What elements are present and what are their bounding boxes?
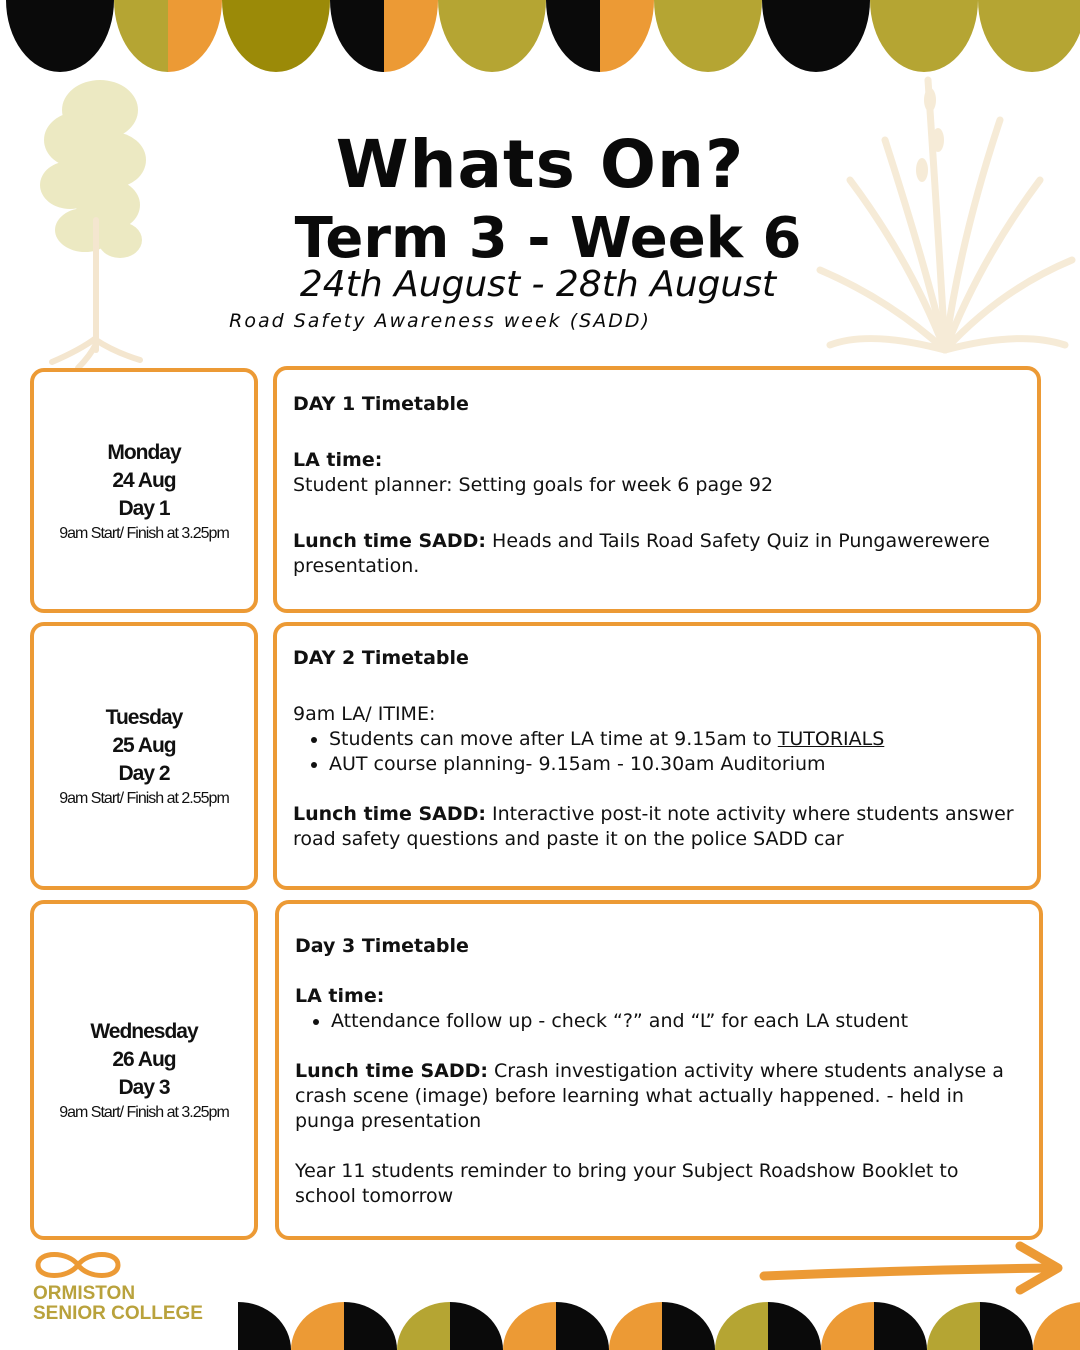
day-number-label: Day 2 xyxy=(118,762,170,785)
date-label: 25 Aug xyxy=(112,734,176,757)
pattern-tile xyxy=(762,0,816,72)
pattern-tile xyxy=(1033,1302,1080,1350)
pattern-tile xyxy=(238,1302,291,1350)
pattern-tile xyxy=(222,0,276,72)
lunch-text: Crash investigation activity where students analyse a crash scene (image) before learning what actually happened. - held in punga presentation xyxy=(295,1060,1004,1132)
timetable-card-day-3 xyxy=(275,900,1043,1240)
weekday-label: Wednesday xyxy=(90,1020,198,1043)
pattern-tile xyxy=(556,1302,609,1350)
lunch-activity xyxy=(293,802,1021,852)
pattern-tile xyxy=(708,0,762,72)
pattern-tile xyxy=(114,0,168,72)
list-item: • Attendance follow up - check “?” and “L” for each LA student xyxy=(331,1009,1023,1034)
la-time-text: Student planner: Setting goals for week 6 page 92 xyxy=(293,474,774,496)
lunch-activity xyxy=(295,1059,1023,1134)
lunch-label: Lunch time SADD: xyxy=(293,530,486,552)
pattern-tile xyxy=(330,0,384,72)
school-hours: 9am Start/ Finish at 2.55pm xyxy=(59,790,229,807)
pattern-tile xyxy=(546,0,600,72)
week-subtitle: Term 3 - Week 6 xyxy=(294,206,802,271)
la-time-list xyxy=(295,1009,1023,1034)
timetable-card-day-1 xyxy=(273,366,1041,613)
pattern-tile xyxy=(662,1302,715,1350)
timetable-heading: Day 3 Timetable xyxy=(295,935,469,957)
pattern-tile xyxy=(492,0,546,72)
pattern-tile xyxy=(6,0,60,72)
pattern-tile xyxy=(276,0,330,72)
pattern-tile xyxy=(609,1302,662,1350)
pattern-tile xyxy=(168,0,222,72)
day-card-monday xyxy=(30,368,258,613)
pattern-tile xyxy=(768,1302,821,1350)
timetable-card-day-2 xyxy=(273,622,1041,890)
day-card-wednesday xyxy=(30,900,258,1240)
pattern-tile xyxy=(503,1302,556,1350)
day-number-label: Day 3 xyxy=(118,1076,170,1099)
pattern-tile xyxy=(397,1302,450,1350)
date-label: 24 Aug xyxy=(112,468,176,492)
list-item-text: Students can move after LA time at 9.15am to xyxy=(329,728,778,750)
pattern-tile xyxy=(874,1302,927,1350)
date-range: 24th August - 28th August xyxy=(299,264,777,305)
la-time-label: 9am LA/ ITIME: xyxy=(293,703,436,725)
timetable-heading: DAY 1 Timetable xyxy=(293,393,469,415)
year-11-reminder: Year 11 students reminder to bring your Subject Roadshow Booklet to school tomorrow xyxy=(295,1160,959,1207)
la-time-label: LA time: xyxy=(293,449,383,471)
day-number-label: Day 1 xyxy=(118,496,170,520)
logo-line-2: SENIOR COLLEGE xyxy=(33,1303,203,1324)
day-card-tuesday xyxy=(30,622,258,890)
infinity-logo-icon xyxy=(32,1248,124,1282)
lunch-text: Heads and Tails Road Safety Quiz in Pungawerewere presentation. xyxy=(293,530,990,577)
page-title: Whats On? xyxy=(335,126,745,203)
pattern-tile xyxy=(384,0,438,72)
list-item: • AUT course planning- 9.15am - 10.30am Auditorium xyxy=(329,752,1021,777)
pattern-tile xyxy=(60,0,114,72)
pattern-tile xyxy=(344,1302,397,1350)
lunch-label: Lunch time SADD: xyxy=(295,1060,488,1082)
lunch-text: Interactive post-it note activity where students answer road safety questions and paste it on the police SADD car xyxy=(293,803,1014,850)
pattern-tile xyxy=(715,1302,768,1350)
list-item xyxy=(329,727,1021,752)
pattern-tile xyxy=(438,0,492,72)
pattern-tile xyxy=(821,1302,874,1350)
college-logo-text xyxy=(33,1284,203,1324)
date-label: 26 Aug xyxy=(112,1048,176,1071)
pattern-tile xyxy=(980,1302,1033,1350)
weekday-label: Monday xyxy=(107,440,181,464)
timetable-heading: DAY 2 Timetable xyxy=(293,647,469,669)
arrow-right-icon xyxy=(758,1240,1066,1300)
pattern-tile xyxy=(927,1302,980,1350)
pattern-tile xyxy=(450,1302,503,1350)
la-time-list xyxy=(293,727,1021,777)
school-hours: 9am Start/ Finish at 3.25pm xyxy=(59,524,229,542)
awareness-week-note: Road Safety Awareness week (SADD) xyxy=(229,310,651,332)
logo-line-1: ORMISTON xyxy=(33,1283,136,1304)
tutorials-link[interactable]: TUTORIALS xyxy=(777,728,885,750)
pattern-tile xyxy=(291,1302,344,1350)
lunch-label: Lunch time SADD: xyxy=(293,803,486,825)
weekday-label: Tuesday xyxy=(105,706,183,729)
school-hours: 9am Start/ Finish at 3.25pm xyxy=(59,1104,229,1121)
lunch-activity xyxy=(293,529,1021,579)
pattern-tile xyxy=(654,0,708,72)
la-time-label: LA time: xyxy=(295,985,385,1007)
pattern-tile xyxy=(600,0,654,72)
